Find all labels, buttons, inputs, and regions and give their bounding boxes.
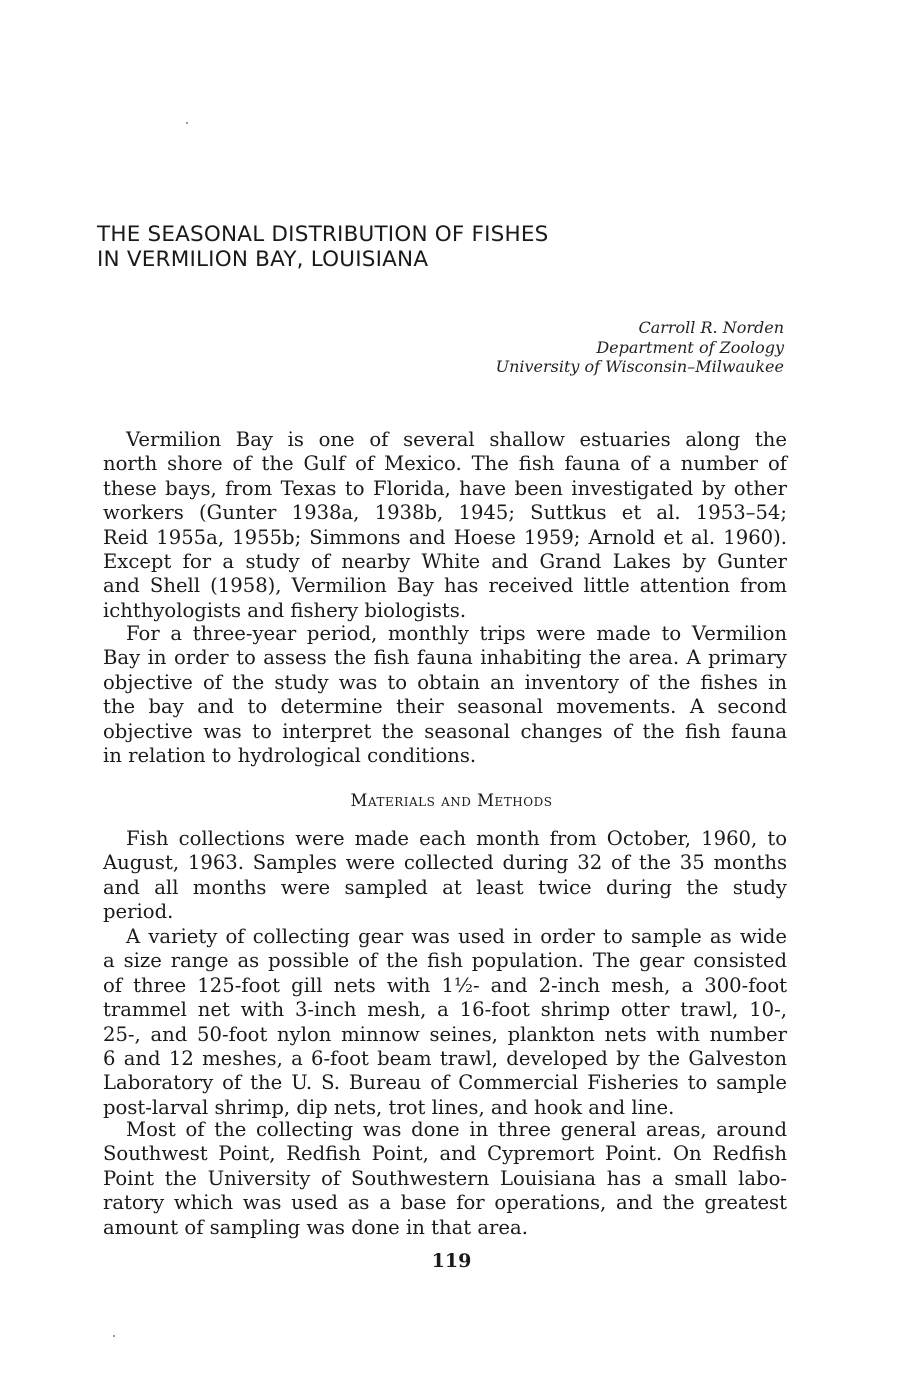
text-line: these bays, from Texas to Florida, have been investigated by other <box>103 476 787 500</box>
scan-speck <box>113 1335 115 1337</box>
article-title <box>97 222 657 272</box>
text-line: north shore of the Gulf of Mexico. The fish fauna of a number of <box>103 452 787 476</box>
intro-paragraph-1 <box>103 428 787 623</box>
text-line: and Shell (1958), Vermilion Bay has received little attention from <box>103 574 787 598</box>
text-line: and all months were sampled at least twice during the study <box>103 875 787 899</box>
text-line: 25-, and 50-foot nylon minnow seines, plankton nets with number <box>103 1022 787 1046</box>
methods-paragraph-3 <box>103 1118 787 1240</box>
page-number: 119 <box>431 1250 472 1272</box>
text-line: Except for a study of nearby White and Grand Lakes by Gunter <box>103 550 787 574</box>
text-line: Reid 1955a, 1955b; Simmons and Hoese 1959; Arnold et al. 1960). <box>103 525 787 549</box>
text-line: in relation to hydrological conditions. <box>103 744 477 768</box>
text-line: For a three-year period, monthly trips were made to Vermilion <box>126 622 787 645</box>
author-name: Carroll R. Norden <box>638 318 784 337</box>
author-block <box>496 318 784 377</box>
text-line: Vermilion Bay is one of several shallow estuaries along the <box>126 428 787 451</box>
text-line: amount of sampling was done in that area. <box>103 1215 528 1239</box>
methods-paragraph-1 <box>103 827 787 925</box>
author-department: Department of Zoology <box>596 337 784 357</box>
text-line: trammel net with 3-inch mesh, a 16-foot shrimp otter trawl, 10-, <box>103 998 787 1022</box>
article-title-line-2: IN VERMILION BAY, LOUISIANA <box>97 247 429 272</box>
text-line: the bay and to determine their seasonal movements. A second <box>103 695 787 719</box>
text-line: objective of the study was to obtain an inventory of the fishes in <box>103 670 787 694</box>
text-line: period. <box>103 900 174 924</box>
text-line: a size range as possible of the fish population. The gear consisted <box>103 949 787 973</box>
text-line: Point the University of Southwestern Louisiana has a small labo- <box>103 1166 787 1190</box>
methods-paragraph-2 <box>103 925 787 1120</box>
text-line: August, 1963. Samples were collected during 32 of the 35 months <box>103 851 787 875</box>
scan-speck <box>186 122 188 124</box>
intro-paragraph-2 <box>103 622 787 768</box>
text-line: of three 125-foot gill nets with 1½- and 2-inch mesh, a 300-foot <box>103 973 787 997</box>
text-line: Fish collections were made each month from October, 1960, to <box>126 827 787 850</box>
text-line: Bay in order to assess the fish fauna inhabiting the area. A primary <box>103 646 787 670</box>
section-heading: Materials and Methods <box>350 791 553 810</box>
text-line: Southwest Point, Redfish Point, and Cypremort Point. On Redfish <box>103 1142 787 1166</box>
text-line: post-larval shrimp, dip nets, trot lines, and hook and line. <box>103 1095 675 1119</box>
text-line: 6 and 12 meshes, a 6-foot beam trawl, developed by the Galveston <box>103 1047 787 1071</box>
text-line: ratory which was used as a base for operations, and the greatest <box>103 1191 787 1215</box>
article-title-line-1: THE SEASONAL DISTRIBUTION OF FISHES <box>97 222 549 247</box>
text-line: objective was to interpret the seasonal changes of the fish fauna <box>103 719 787 743</box>
text-line: workers (Gunter 1938a, 1938b, 1945; Suttkus et al. 1953–54; <box>103 501 787 525</box>
text-line: A variety of collecting gear was used in order to sample as wide <box>126 925 787 948</box>
author-university: University of Wisconsin–Milwaukee <box>495 357 784 376</box>
text-line: Laboratory of the U. S. Bureau of Commercial Fisheries to sample <box>103 1071 787 1095</box>
text-line: Most of the collecting was done in three general areas, around <box>126 1118 787 1141</box>
text-line: ichthyologists and fishery biologists. <box>103 598 467 622</box>
